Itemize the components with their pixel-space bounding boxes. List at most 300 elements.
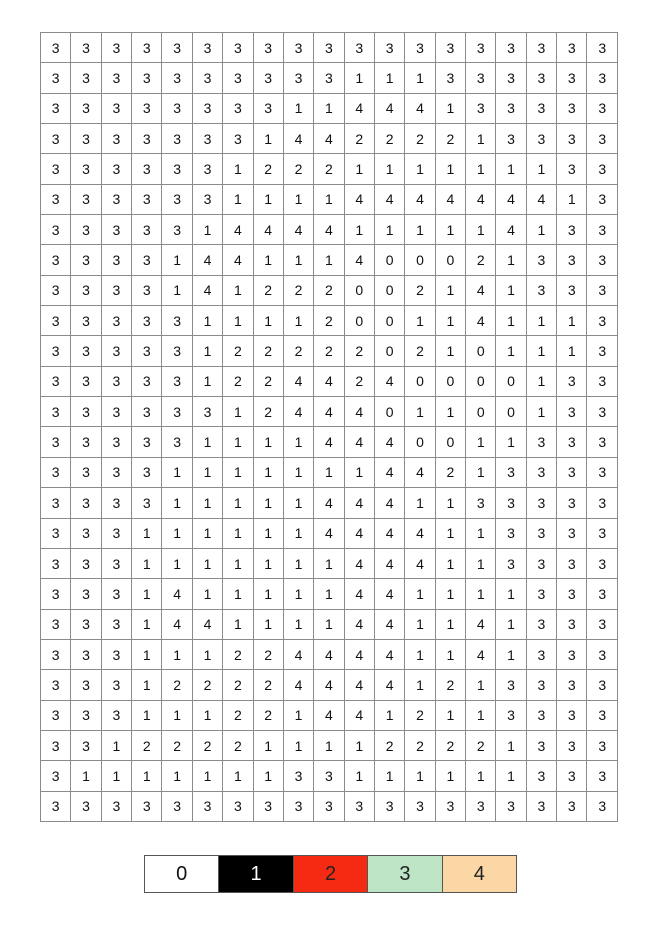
grid-cell[interactable]: 1 xyxy=(405,397,435,427)
grid-cell[interactable]: 2 xyxy=(314,336,344,366)
grid-cell[interactable]: 3 xyxy=(314,791,344,821)
grid-cell[interactable]: 3 xyxy=(162,427,192,457)
grid-cell[interactable]: 2 xyxy=(314,306,344,336)
grid-cell[interactable]: 1 xyxy=(466,215,496,245)
grid-cell[interactable]: 1 xyxy=(435,761,465,791)
grid-cell[interactable]: 3 xyxy=(557,63,587,93)
grid-cell[interactable]: 1 xyxy=(374,215,404,245)
grid-cell[interactable]: 1 xyxy=(526,306,556,336)
grid-cell[interactable]: 3 xyxy=(192,124,222,154)
grid-cell[interactable]: 1 xyxy=(526,366,556,396)
grid-cell[interactable]: 1 xyxy=(253,488,283,518)
grid-cell[interactable]: 3 xyxy=(587,336,618,366)
grid-cell[interactable]: 0 xyxy=(435,427,465,457)
grid-cell[interactable]: 3 xyxy=(101,427,131,457)
grid-cell[interactable]: 3 xyxy=(132,93,162,123)
grid-cell[interactable]: 1 xyxy=(314,93,344,123)
grid-cell[interactable]: 2 xyxy=(314,154,344,184)
grid-cell[interactable]: 4 xyxy=(314,397,344,427)
grid-cell[interactable]: 1 xyxy=(223,154,253,184)
grid-cell[interactable]: 1 xyxy=(132,518,162,548)
grid-cell[interactable]: 0 xyxy=(405,366,435,396)
grid-cell[interactable]: 1 xyxy=(526,336,556,366)
grid-cell[interactable]: 3 xyxy=(132,427,162,457)
grid-cell[interactable]: 3 xyxy=(587,215,618,245)
grid-cell[interactable]: 3 xyxy=(71,215,101,245)
grid-cell[interactable]: 3 xyxy=(557,579,587,609)
grid-cell[interactable]: 4 xyxy=(314,124,344,154)
grid-cell[interactable]: 0 xyxy=(374,245,404,275)
grid-cell[interactable]: 4 xyxy=(374,670,404,700)
grid-cell[interactable]: 3 xyxy=(557,427,587,457)
grid-cell[interactable]: 4 xyxy=(374,609,404,639)
grid-cell[interactable]: 3 xyxy=(526,730,556,760)
grid-cell[interactable]: 1 xyxy=(132,579,162,609)
grid-cell[interactable]: 3 xyxy=(41,366,71,396)
grid-cell[interactable]: 4 xyxy=(466,639,496,669)
grid-cell[interactable]: 3 xyxy=(162,397,192,427)
grid-cell[interactable]: 3 xyxy=(71,397,101,427)
grid-cell[interactable]: 2 xyxy=(374,730,404,760)
grid-cell[interactable]: 3 xyxy=(344,33,374,63)
grid-cell[interactable]: 1 xyxy=(283,457,313,487)
grid-cell[interactable]: 2 xyxy=(435,730,465,760)
grid-cell[interactable]: 4 xyxy=(253,215,283,245)
grid-cell[interactable]: 3 xyxy=(466,488,496,518)
grid-cell[interactable]: 2 xyxy=(192,670,222,700)
grid-cell[interactable]: 1 xyxy=(253,124,283,154)
grid-cell[interactable]: 1 xyxy=(253,579,283,609)
grid-cell[interactable]: 1 xyxy=(223,548,253,578)
grid-cell[interactable]: 1 xyxy=(253,457,283,487)
grid-cell[interactable]: 3 xyxy=(587,184,618,214)
grid-cell[interactable]: 3 xyxy=(557,275,587,305)
grid-cell[interactable]: 4 xyxy=(162,609,192,639)
grid-cell[interactable]: 0 xyxy=(374,306,404,336)
grid-cell[interactable]: 1 xyxy=(314,548,344,578)
grid-cell[interactable]: 4 xyxy=(283,124,313,154)
grid-cell[interactable]: 0 xyxy=(466,397,496,427)
grid-cell[interactable]: 3 xyxy=(557,791,587,821)
grid-cell[interactable]: 3 xyxy=(41,63,71,93)
grid-cell[interactable]: 3 xyxy=(557,700,587,730)
grid-cell[interactable]: 1 xyxy=(162,275,192,305)
grid-cell[interactable]: 3 xyxy=(101,518,131,548)
grid-cell[interactable]: 3 xyxy=(101,488,131,518)
grid-cell[interactable]: 1 xyxy=(253,609,283,639)
grid-cell[interactable]: 3 xyxy=(101,366,131,396)
grid-cell[interactable]: 2 xyxy=(223,730,253,760)
grid-cell[interactable]: 0 xyxy=(344,306,374,336)
grid-cell[interactable]: 3 xyxy=(71,700,101,730)
grid-cell[interactable]: 3 xyxy=(223,33,253,63)
grid-cell[interactable]: 1 xyxy=(344,215,374,245)
grid-cell[interactable]: 1 xyxy=(405,670,435,700)
grid-cell[interactable]: 1 xyxy=(496,306,526,336)
grid-cell[interactable]: 1 xyxy=(253,306,283,336)
grid-cell[interactable]: 2 xyxy=(405,700,435,730)
grid-cell[interactable]: 4 xyxy=(314,700,344,730)
grid-cell[interactable]: 3 xyxy=(41,548,71,578)
grid-cell[interactable]: 1 xyxy=(466,761,496,791)
grid-cell[interactable]: 3 xyxy=(466,93,496,123)
grid-cell[interactable]: 3 xyxy=(435,63,465,93)
grid-cell[interactable]: 3 xyxy=(132,366,162,396)
grid-cell[interactable]: 3 xyxy=(557,93,587,123)
grid-cell[interactable]: 3 xyxy=(101,306,131,336)
grid-cell[interactable]: 2 xyxy=(405,730,435,760)
grid-cell[interactable]: 4 xyxy=(344,518,374,548)
grid-cell[interactable]: 3 xyxy=(496,700,526,730)
grid-cell[interactable]: 1 xyxy=(132,548,162,578)
grid-cell[interactable]: 2 xyxy=(283,275,313,305)
grid-cell[interactable]: 2 xyxy=(253,366,283,396)
grid-cell[interactable]: 3 xyxy=(71,427,101,457)
grid-cell[interactable]: 4 xyxy=(344,609,374,639)
grid-cell[interactable]: 3 xyxy=(435,33,465,63)
grid-cell[interactable]: 1 xyxy=(192,457,222,487)
grid-cell[interactable]: 4 xyxy=(374,639,404,669)
grid-cell[interactable]: 3 xyxy=(192,33,222,63)
grid-cell[interactable]: 3 xyxy=(587,639,618,669)
grid-cell[interactable]: 3 xyxy=(526,124,556,154)
grid-cell[interactable]: 3 xyxy=(526,518,556,548)
grid-cell[interactable]: 1 xyxy=(435,154,465,184)
grid-cell[interactable]: 1 xyxy=(253,761,283,791)
grid-cell[interactable]: 1 xyxy=(405,63,435,93)
grid-cell[interactable]: 1 xyxy=(283,548,313,578)
grid-cell[interactable]: 3 xyxy=(405,33,435,63)
grid-cell[interactable]: 3 xyxy=(101,639,131,669)
grid-cell[interactable]: 3 xyxy=(557,670,587,700)
grid-cell[interactable]: 3 xyxy=(132,63,162,93)
grid-cell[interactable]: 3 xyxy=(101,791,131,821)
grid-cell[interactable]: 3 xyxy=(41,215,71,245)
grid-cell[interactable]: 3 xyxy=(132,124,162,154)
grid-cell[interactable]: 3 xyxy=(283,33,313,63)
grid-cell[interactable]: 3 xyxy=(101,154,131,184)
grid-cell[interactable]: 4 xyxy=(374,518,404,548)
grid-cell[interactable]: 2 xyxy=(283,336,313,366)
grid-cell[interactable]: 3 xyxy=(526,245,556,275)
grid-cell[interactable]: 1 xyxy=(435,93,465,123)
grid-cell[interactable]: 2 xyxy=(223,639,253,669)
grid-cell[interactable]: 3 xyxy=(496,791,526,821)
grid-cell[interactable]: 1 xyxy=(405,215,435,245)
grid-cell[interactable]: 1 xyxy=(223,306,253,336)
grid-cell[interactable]: 3 xyxy=(557,33,587,63)
grid-cell[interactable]: 1 xyxy=(192,761,222,791)
grid-cell[interactable]: 1 xyxy=(283,427,313,457)
grid-cell[interactable]: 3 xyxy=(41,184,71,214)
grid-cell[interactable]: 3 xyxy=(314,33,344,63)
grid-cell[interactable]: 3 xyxy=(496,63,526,93)
grid-cell[interactable]: 1 xyxy=(496,427,526,457)
grid-cell[interactable]: 3 xyxy=(253,93,283,123)
grid-cell[interactable]: 1 xyxy=(283,245,313,275)
grid-cell[interactable]: 3 xyxy=(71,639,101,669)
grid-cell[interactable]: 1 xyxy=(283,518,313,548)
grid-cell[interactable]: 2 xyxy=(223,336,253,366)
grid-cell[interactable]: 1 xyxy=(223,761,253,791)
grid-cell[interactable]: 3 xyxy=(101,670,131,700)
grid-cell[interactable]: 3 xyxy=(587,518,618,548)
grid-cell[interactable]: 1 xyxy=(496,275,526,305)
grid-cell[interactable]: 3 xyxy=(132,275,162,305)
grid-cell[interactable]: 3 xyxy=(101,33,131,63)
grid-cell[interactable]: 3 xyxy=(71,124,101,154)
grid-cell[interactable]: 4 xyxy=(344,245,374,275)
grid-cell[interactable]: 1 xyxy=(283,93,313,123)
grid-cell[interactable]: 3 xyxy=(41,93,71,123)
grid-cell[interactable]: 3 xyxy=(71,548,101,578)
grid-cell[interactable]: 3 xyxy=(101,609,131,639)
grid-cell[interactable]: 3 xyxy=(223,93,253,123)
grid-cell[interactable]: 3 xyxy=(526,63,556,93)
grid-cell[interactable]: 1 xyxy=(435,518,465,548)
grid-cell[interactable]: 2 xyxy=(253,639,283,669)
grid-cell[interactable]: 4 xyxy=(374,184,404,214)
grid-cell[interactable]: 1 xyxy=(496,639,526,669)
grid-cell[interactable]: 3 xyxy=(374,33,404,63)
grid-cell[interactable]: 3 xyxy=(557,457,587,487)
grid-cell[interactable]: 3 xyxy=(41,124,71,154)
grid-cell[interactable]: 3 xyxy=(41,609,71,639)
grid-cell[interactable]: 4 xyxy=(283,397,313,427)
grid-cell[interactable]: 3 xyxy=(101,700,131,730)
grid-cell[interactable]: 2 xyxy=(283,154,313,184)
grid-cell[interactable]: 1 xyxy=(162,488,192,518)
grid-cell[interactable]: 1 xyxy=(283,730,313,760)
grid-cell[interactable]: 2 xyxy=(344,366,374,396)
grid-cell[interactable]: 4 xyxy=(314,366,344,396)
grid-cell[interactable]: 1 xyxy=(101,761,131,791)
grid-cell[interactable]: 1 xyxy=(466,124,496,154)
grid-cell[interactable]: 1 xyxy=(132,700,162,730)
grid-cell[interactable]: 3 xyxy=(41,518,71,548)
grid-cell[interactable]: 4 xyxy=(344,184,374,214)
grid-cell[interactable]: 4 xyxy=(405,184,435,214)
grid-cell[interactable]: 4 xyxy=(405,93,435,123)
grid-cell[interactable]: 3 xyxy=(71,245,101,275)
grid-cell[interactable]: 4 xyxy=(466,275,496,305)
grid-cell[interactable]: 4 xyxy=(405,518,435,548)
grid-cell[interactable]: 3 xyxy=(162,93,192,123)
grid-cell[interactable]: 3 xyxy=(132,306,162,336)
grid-cell[interactable]: 3 xyxy=(132,457,162,487)
grid-cell[interactable]: 1 xyxy=(496,579,526,609)
grid-cell[interactable]: 3 xyxy=(466,63,496,93)
grid-cell[interactable]: 1 xyxy=(405,154,435,184)
grid-cell[interactable]: 4 xyxy=(283,639,313,669)
grid-cell[interactable]: 1 xyxy=(162,548,192,578)
grid-cell[interactable]: 3 xyxy=(496,93,526,123)
grid-cell[interactable]: 3 xyxy=(101,245,131,275)
grid-cell[interactable]: 3 xyxy=(192,93,222,123)
grid-cell[interactable]: 3 xyxy=(405,791,435,821)
grid-cell[interactable]: 1 xyxy=(466,154,496,184)
grid-cell[interactable]: 3 xyxy=(101,63,131,93)
grid-cell[interactable]: 4 xyxy=(283,366,313,396)
grid-cell[interactable]: 3 xyxy=(101,548,131,578)
grid-cell[interactable]: 3 xyxy=(41,427,71,457)
grid-cell[interactable]: 3 xyxy=(253,33,283,63)
grid-cell[interactable]: 3 xyxy=(557,245,587,275)
grid-cell[interactable]: 1 xyxy=(192,366,222,396)
grid-cell[interactable]: 1 xyxy=(314,457,344,487)
grid-cell[interactable]: 3 xyxy=(101,275,131,305)
grid-cell[interactable]: 3 xyxy=(71,670,101,700)
grid-cell[interactable]: 1 xyxy=(71,761,101,791)
grid-cell[interactable]: 4 xyxy=(344,579,374,609)
grid-cell[interactable]: 3 xyxy=(526,548,556,578)
grid-cell[interactable]: 3 xyxy=(253,63,283,93)
grid-cell[interactable]: 1 xyxy=(557,336,587,366)
grid-cell[interactable]: 1 xyxy=(344,457,374,487)
grid-cell[interactable]: 3 xyxy=(435,791,465,821)
grid-cell[interactable]: 1 xyxy=(192,488,222,518)
grid-cell[interactable]: 1 xyxy=(253,184,283,214)
grid-cell[interactable]: 3 xyxy=(526,457,556,487)
grid-cell[interactable]: 3 xyxy=(162,215,192,245)
grid-cell[interactable]: 3 xyxy=(41,457,71,487)
grid-cell[interactable]: 1 xyxy=(435,215,465,245)
grid-cell[interactable]: 1 xyxy=(314,245,344,275)
grid-cell[interactable]: 3 xyxy=(41,397,71,427)
grid-cell[interactable]: 1 xyxy=(162,639,192,669)
grid-cell[interactable]: 4 xyxy=(496,215,526,245)
grid-cell[interactable]: 2 xyxy=(314,275,344,305)
grid-cell[interactable]: 1 xyxy=(223,579,253,609)
grid-cell[interactable]: 3 xyxy=(587,579,618,609)
grid-cell[interactable]: 4 xyxy=(344,488,374,518)
grid-cell[interactable]: 3 xyxy=(557,609,587,639)
grid-cell[interactable]: 3 xyxy=(587,124,618,154)
grid-cell[interactable]: 2 xyxy=(253,336,283,366)
grid-cell[interactable]: 3 xyxy=(223,63,253,93)
grid-cell[interactable]: 3 xyxy=(41,700,71,730)
grid-cell[interactable]: 2 xyxy=(344,124,374,154)
grid-cell[interactable]: 1 xyxy=(435,639,465,669)
grid-cell[interactable]: 3 xyxy=(283,63,313,93)
grid-cell[interactable]: 3 xyxy=(526,791,556,821)
grid-cell[interactable]: 3 xyxy=(162,184,192,214)
grid-cell[interactable]: 3 xyxy=(587,93,618,123)
grid-cell[interactable]: 3 xyxy=(587,609,618,639)
grid-cell[interactable]: 3 xyxy=(71,366,101,396)
grid-cell[interactable]: 3 xyxy=(223,124,253,154)
grid-cell[interactable]: 2 xyxy=(223,366,253,396)
grid-cell[interactable]: 4 xyxy=(374,457,404,487)
grid-cell[interactable]: 1 xyxy=(223,518,253,548)
grid-cell[interactable]: 3 xyxy=(101,93,131,123)
grid-cell[interactable]: 0 xyxy=(374,275,404,305)
grid-cell[interactable]: 1 xyxy=(344,730,374,760)
grid-cell[interactable]: 3 xyxy=(283,791,313,821)
grid-cell[interactable]: 0 xyxy=(466,336,496,366)
grid-cell[interactable]: 3 xyxy=(374,791,404,821)
grid-cell[interactable]: 4 xyxy=(344,427,374,457)
grid-cell[interactable]: 3 xyxy=(557,730,587,760)
grid-cell[interactable]: 3 xyxy=(41,730,71,760)
grid-cell[interactable]: 1 xyxy=(314,579,344,609)
grid-cell[interactable]: 1 xyxy=(435,548,465,578)
grid-cell[interactable]: 1 xyxy=(192,427,222,457)
grid-cell[interactable]: 3 xyxy=(162,154,192,184)
grid-cell[interactable]: 2 xyxy=(466,730,496,760)
grid-cell[interactable]: 3 xyxy=(132,154,162,184)
grid-cell[interactable]: 4 xyxy=(496,184,526,214)
grid-cell[interactable]: 1 xyxy=(405,609,435,639)
grid-cell[interactable]: 3 xyxy=(314,761,344,791)
grid-cell[interactable]: 3 xyxy=(132,791,162,821)
grid-cell[interactable]: 3 xyxy=(101,336,131,366)
grid-cell[interactable]: 2 xyxy=(132,730,162,760)
grid-cell[interactable]: 0 xyxy=(405,245,435,275)
grid-cell[interactable]: 1 xyxy=(344,63,374,93)
grid-cell[interactable]: 1 xyxy=(557,306,587,336)
grid-cell[interactable]: 3 xyxy=(557,124,587,154)
grid-cell[interactable]: 4 xyxy=(314,518,344,548)
grid-cell[interactable]: 1 xyxy=(526,397,556,427)
grid-cell[interactable]: 1 xyxy=(496,730,526,760)
grid-cell[interactable]: 1 xyxy=(223,275,253,305)
grid-cell[interactable]: 1 xyxy=(496,336,526,366)
grid-cell[interactable]: 3 xyxy=(71,791,101,821)
grid-cell[interactable]: 4 xyxy=(344,397,374,427)
grid-cell[interactable]: 3 xyxy=(587,457,618,487)
grid-cell[interactable]: 3 xyxy=(192,397,222,427)
grid-cell[interactable]: 1 xyxy=(344,154,374,184)
grid-cell[interactable]: 1 xyxy=(435,700,465,730)
grid-cell[interactable]: 3 xyxy=(557,518,587,548)
grid-cell[interactable]: 0 xyxy=(344,275,374,305)
grid-cell[interactable]: 1 xyxy=(223,488,253,518)
grid-cell[interactable]: 3 xyxy=(587,63,618,93)
grid-cell[interactable]: 3 xyxy=(192,63,222,93)
grid-cell[interactable]: 3 xyxy=(557,548,587,578)
grid-cell[interactable]: 4 xyxy=(283,670,313,700)
grid-cell[interactable]: 4 xyxy=(526,184,556,214)
grid-cell[interactable]: 3 xyxy=(132,215,162,245)
grid-cell[interactable]: 1 xyxy=(192,548,222,578)
grid-cell[interactable]: 1 xyxy=(557,184,587,214)
grid-cell[interactable]: 4 xyxy=(314,639,344,669)
grid-cell[interactable]: 2 xyxy=(435,457,465,487)
grid-cell[interactable]: 3 xyxy=(41,488,71,518)
grid-cell[interactable]: 4 xyxy=(223,215,253,245)
grid-cell[interactable]: 4 xyxy=(374,548,404,578)
grid-cell[interactable]: 1 xyxy=(374,63,404,93)
grid-cell[interactable]: 0 xyxy=(405,427,435,457)
grid-cell[interactable]: 3 xyxy=(587,33,618,63)
grid-cell[interactable]: 4 xyxy=(344,639,374,669)
grid-cell[interactable]: 4 xyxy=(283,215,313,245)
grid-cell[interactable]: 1 xyxy=(101,730,131,760)
grid-cell[interactable]: 1 xyxy=(132,670,162,700)
grid-cell[interactable]: 4 xyxy=(344,670,374,700)
grid-cell[interactable]: 4 xyxy=(405,548,435,578)
grid-cell[interactable]: 3 xyxy=(526,579,556,609)
grid-cell[interactable]: 3 xyxy=(192,184,222,214)
grid-cell[interactable]: 4 xyxy=(344,93,374,123)
grid-cell[interactable]: 3 xyxy=(41,275,71,305)
grid-cell[interactable]: 3 xyxy=(41,670,71,700)
grid-cell[interactable]: 1 xyxy=(132,609,162,639)
grid-cell[interactable]: 3 xyxy=(41,336,71,366)
grid-cell[interactable]: 3 xyxy=(587,154,618,184)
grid-cell[interactable]: 0 xyxy=(374,397,404,427)
